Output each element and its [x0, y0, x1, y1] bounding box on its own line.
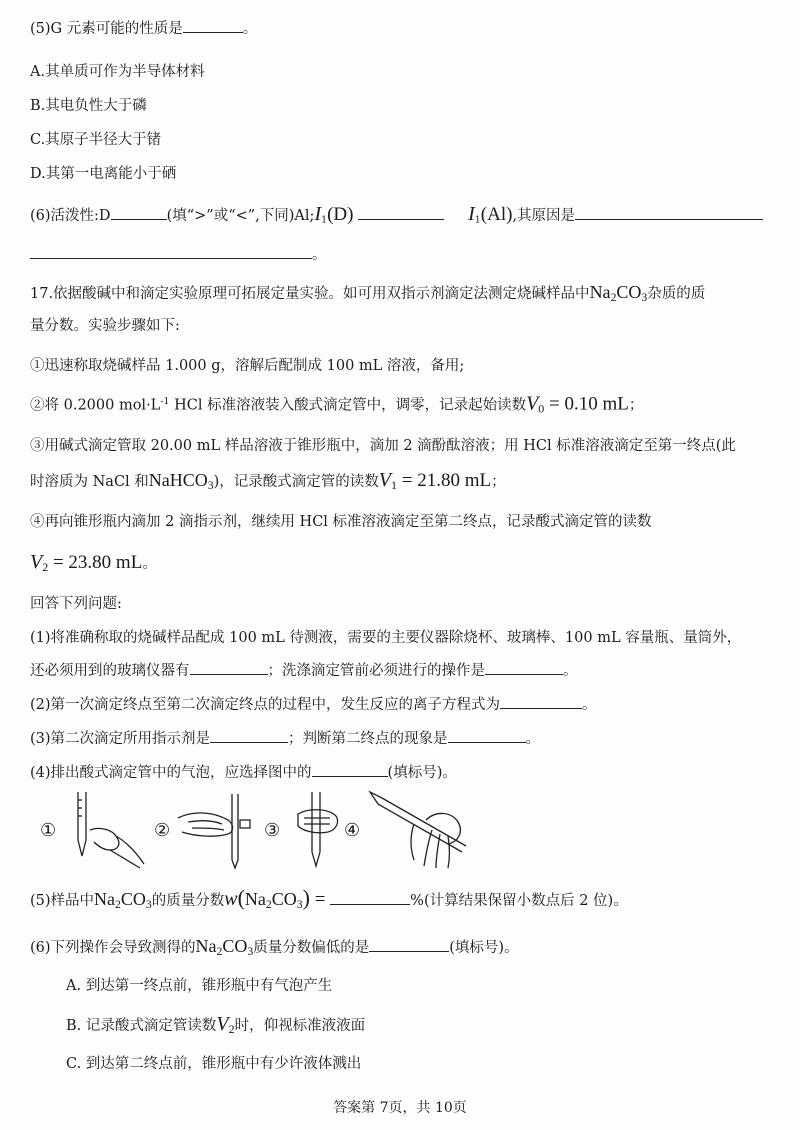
- answer-blank[interactable]: [448, 728, 526, 743]
- answer-blank[interactable]: [312, 762, 388, 777]
- q16-p6-reason-label: ,其原因是: [512, 208, 576, 224]
- p5-equals: =: [309, 889, 331, 910]
- q16-p6-d-label: (D): [327, 204, 354, 225]
- q17-p2: [30, 694, 597, 715]
- q16-p5-stem: [30, 18, 257, 39]
- q17-intro-line1: [30, 282, 705, 308]
- q17-intro-text: 17.依据酸碱中和滴定实验原理可拓展定量实验。如可用双指示剂滴定法测定烧碱样品中: [30, 286, 590, 302]
- figure-4-burette-hand: [366, 790, 486, 870]
- q16-p6-line: [30, 204, 763, 230]
- paren-open: (: [237, 885, 245, 910]
- q16-p6-line2: [30, 244, 327, 265]
- p6-text-c: (填标号)。: [449, 940, 519, 956]
- answer-blank[interactable]: [500, 694, 582, 709]
- q16-p6-prefix: (6)活泼性:D: [30, 208, 111, 224]
- na2co3-formula: $Na_2CO_3$: [195, 936, 254, 958]
- v2-value: = 23.80 mL: [48, 552, 143, 573]
- q17-p6: [30, 936, 519, 962]
- q17-p1-line1: (1)将准确称取的烧碱样品配成 100 mL 待测液，需要的主要仪器除烧杯、玻璃棒、100 mL 容量瓶、量筒外，: [30, 630, 742, 646]
- i1-symbol-2: I: [468, 203, 475, 225]
- v2-subscript: 2: [42, 560, 49, 574]
- nahco3-formula: NaHCO$_3$: [148, 470, 214, 492]
- q17-option-c: C. 到达第二终点前，锥形瓶中有少许液体溅出: [66, 1056, 362, 1072]
- step4-end: 。: [142, 556, 157, 572]
- q17-step1: ①迅速称取烧碱样品 1.000 g，溶解后配制成 100 mL 溶液，备用;: [30, 358, 465, 374]
- q16-p5-stem-end: 。: [242, 21, 258, 37]
- q17-step3-line2: [30, 470, 506, 496]
- v1-subscript: 1: [391, 478, 398, 492]
- answer-blank[interactable]: [190, 660, 268, 675]
- v1-value: = 21.80 mL: [397, 470, 492, 491]
- p3-text-a: (3)第二次滴定所用指示剂是: [30, 731, 211, 747]
- fig-label-1: ①: [40, 820, 57, 841]
- burette-figures: [30, 790, 730, 870]
- q16-p5-option-c: C.其原子半径大于锗: [30, 132, 162, 148]
- p4-text-b: (填标号)。: [387, 765, 457, 781]
- fig-label-2: ②: [154, 820, 171, 841]
- v2-symbol: V: [30, 551, 43, 573]
- p1-text-a: 还必须用到的玻璃仪器有: [30, 663, 190, 679]
- i1-subscript-2: 1: [474, 214, 481, 226]
- figure-1-burette-hand: [60, 790, 150, 870]
- p3-text-b: ；判断第二终点的现象是: [288, 731, 448, 747]
- step2-text: ②将 0.2000 mol·L: [30, 397, 161, 414]
- q17-intro-line2: 量分数。实验步骤如下:: [30, 318, 180, 334]
- i1-subscript: 1: [321, 214, 328, 226]
- step3-text: 时溶质为 NaCl 和: [30, 474, 149, 490]
- answer-blank[interactable]: [111, 205, 167, 220]
- answer-blank[interactable]: [330, 890, 410, 905]
- na2co3-formula: $Na_2CO_3$: [589, 282, 648, 304]
- fig-label-4: ④: [344, 820, 361, 841]
- v2-subscript: 2: [228, 1022, 235, 1036]
- q16-p5-option-d: D.其第一电离能小于硒: [30, 166, 177, 182]
- p5-text-b: 的质量分数: [151, 893, 225, 909]
- answer-blank[interactable]: [30, 244, 312, 259]
- step2-sup: -1: [160, 396, 170, 407]
- p1-end: 。: [563, 663, 578, 679]
- q17-intro-tail: 杂质的质: [647, 286, 706, 302]
- answer-heading: 回答下列问题:: [30, 596, 122, 612]
- step3-end: ；: [491, 474, 506, 490]
- p2-end: 。: [582, 697, 597, 713]
- v0-value: = 0.10 mL: [544, 393, 629, 415]
- q16-p6-hint: (填“>”或“<”,下同)Al;: [166, 208, 315, 224]
- q17-option-b: [66, 1014, 365, 1039]
- i1-symbol: I: [314, 203, 322, 225]
- q17-step3-line1: ③用碱式滴定管取 20.00 mL 样品溶液于锥形瓶中，滴加 2 滴酚酞溶液；用 HCl 标准溶液滴定至第一终点(此: [30, 438, 736, 454]
- p4-text-a: (4)排出酸式滴定管中的气泡，应选择图中的: [30, 765, 312, 781]
- answer-blank[interactable]: [183, 18, 243, 33]
- answer-blank[interactable]: [369, 937, 449, 952]
- p2-text: (2)第一次滴定终点至第二次滴定终点的过程中，发生反应的离子方程式为: [30, 697, 501, 713]
- q16-p6-al-label: (Al): [480, 204, 513, 225]
- w-symbol: w: [224, 888, 238, 910]
- fig-label-3: ③: [264, 820, 281, 841]
- q17-step4-line1: ④再向锥形瓶内滴加 2 滴指示剂，继续用 HCl 标准溶液滴定至第二终点，记录酸式滴定管的读数: [30, 514, 652, 530]
- q16-p5-option-a: A.其单质可作为半导体材料: [30, 64, 205, 80]
- figure-2-burette-hand: [174, 790, 274, 870]
- q17-step2: [30, 392, 643, 419]
- q17-p5: [30, 885, 628, 915]
- step2-text-b: HCl 标准溶液装入酸式滴定管中，调零，记录起始读数: [169, 397, 527, 414]
- q16-p5-option-b: B.其电负性大于磷: [30, 98, 147, 114]
- p5-text-a: (5)样品中: [30, 893, 95, 909]
- p6-text-a: (6)下列操作会导致测得的: [30, 940, 196, 956]
- p5-text-d: %(计算结果保留小数点后 2 位)。: [410, 893, 628, 909]
- q17-p4: [30, 762, 457, 783]
- step3-text-b: )，记录酸式滴定管的读数: [213, 474, 379, 490]
- page-footer: 答案第 7页，共 10页: [333, 1100, 467, 1116]
- optb-text-b: 时，仰视标准液液面: [234, 1018, 366, 1034]
- q16-p6-end: 。: [312, 247, 327, 263]
- p6-text-b: 质量分数偏低的是: [253, 940, 370, 956]
- answer-blank[interactable]: [485, 660, 563, 675]
- v2-symbol: V: [216, 1013, 229, 1035]
- v0-subscript: 0: [538, 401, 545, 416]
- na2co3-formula: $Na_2CO_3$: [94, 889, 152, 911]
- answer-blank[interactable]: [210, 728, 288, 743]
- q17-step4-line2: [30, 552, 157, 577]
- optb-text-a: B. 记录酸式滴定管读数: [66, 1018, 217, 1034]
- q16-p5-stem-text: (5)G 元素可能的性质是: [30, 21, 183, 37]
- step2-end: ；: [628, 397, 644, 414]
- answer-blank[interactable]: [358, 205, 444, 220]
- paren-close: ): [302, 885, 310, 910]
- q17-option-a: A. 到达第一终点前，锥形瓶中有气泡产生: [66, 978, 333, 994]
- p1-text-b: ；洗涤滴定管前必须进行的操作是: [267, 663, 485, 679]
- v0-symbol: V: [526, 392, 539, 415]
- q17-p3: [30, 728, 540, 749]
- na2co3-formula: $Na_2CO_3$: [244, 889, 303, 911]
- answer-blank[interactable]: [575, 205, 763, 220]
- p3-end: 。: [525, 731, 541, 747]
- v1-symbol: V: [378, 469, 392, 491]
- q17-p1-line2: [30, 660, 578, 681]
